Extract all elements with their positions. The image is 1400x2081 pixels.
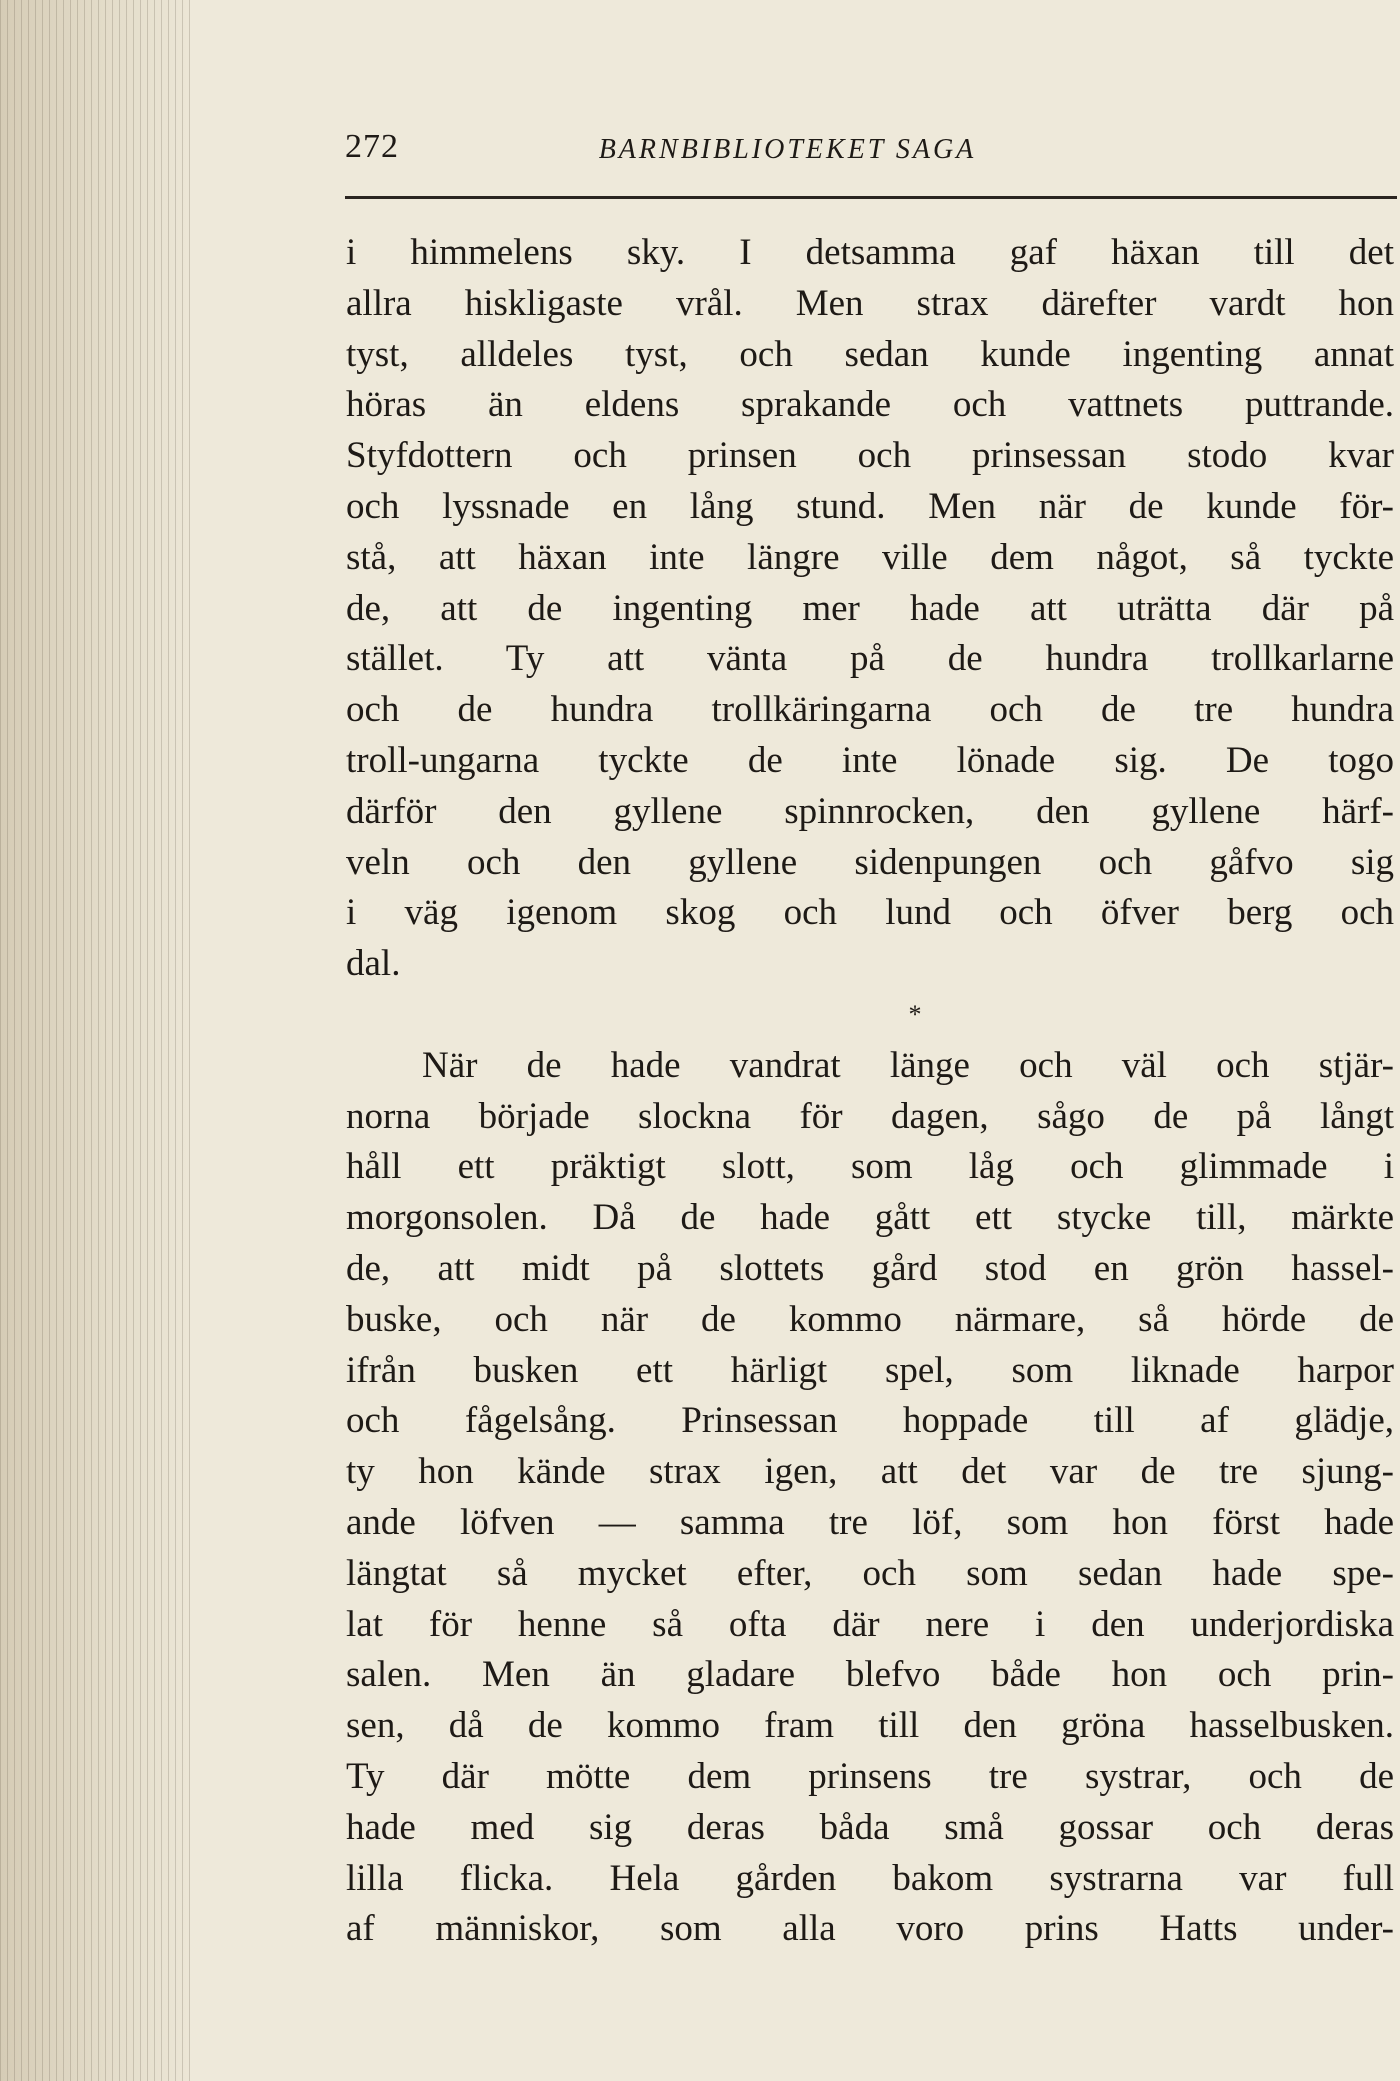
text-line: troll-ungarna tyckte de inte lönade sig. De togo (346, 739, 1394, 781)
header-rule (345, 196, 1397, 199)
text-line: buske, och när de kommo närmare, så hörde de (346, 1298, 1394, 1340)
text-line: lilla flicka. Hela gården bakom systrarna var full (346, 1857, 1394, 1899)
text-line: ty hon kände strax igen, att det var de tre sjung- (346, 1451, 1394, 1493)
text-line: och fågelsång. Prinsessan hoppade till af glädje, (346, 1400, 1394, 1442)
text-line: därför den gyllene spinnrocken, den gyllene härf- (346, 790, 1394, 832)
running-title: BARNBIBLIOTEKET SAGA (598, 134, 977, 165)
text-line: Styfdottern och prinsen och prinsessan stodo kvar (346, 435, 1394, 477)
text-line: ifrån busken ett härligt spel, som liknade harpor (346, 1349, 1394, 1391)
text-line: salen. Men än gladare blefvo både hon och prin- (346, 1654, 1394, 1696)
text-line: När de hade vandrat länge och väl och stjär- (422, 1044, 1394, 1086)
text-line: dal. (346, 943, 401, 985)
text-line: morgonsolen. Då de hade gått ett stycke till, märkte (346, 1197, 1394, 1239)
text-line: lat för henne så ofta där nere i den underjordiska (346, 1603, 1394, 1645)
text-line: stället. Ty att vänta på de hundra trollkarlarne (346, 638, 1394, 680)
paragraph-2 (346, 1041, 1394, 1955)
text-line: norna började slockna för dagen, sågo de på långt (346, 1095, 1394, 1137)
text-line: de, att midt på slottets gård stod en grön hassel- (346, 1247, 1394, 1289)
text-line: ande löfven — samma tre löf, som hon först hade (346, 1501, 1394, 1543)
text-line: veln och den gyllene sidenpungen och gåfvo sig (346, 841, 1394, 883)
text-line: hade med sig deras båda små gossar och deras (346, 1806, 1394, 1848)
text-line: och de hundra trollkäringarna och de tre hundra (346, 689, 1394, 731)
body-text (346, 228, 1394, 1955)
text-line: håll ett präktigt slott, som låg och glimmade i (346, 1146, 1394, 1188)
book-gutter-page-edges (0, 0, 190, 2081)
page-number: 272 (345, 128, 399, 165)
text-line: af människor, som alla voro prins Hatts under- (346, 1908, 1394, 1950)
text-line: i himmelens sky. I detsamma gaf häxan till det (346, 232, 1394, 273)
paragraph-1 (346, 228, 1394, 990)
text-line: längtat så mycket efter, och som sedan hade spe- (346, 1552, 1394, 1594)
text-line: och lyssnade en lång stund. Men när de kunde för- (346, 485, 1394, 527)
text-line: Ty där mötte dem prinsens tre systrar, och de (346, 1755, 1394, 1797)
text-line: höras än eldens sprakande och vattnets puttrande. (346, 384, 1394, 426)
text-line: allra hiskligaste vrål. Men strax därefter vardt hon (346, 282, 1394, 324)
text-line: sen, då de kommo fram till den gröna hasselbusken. (346, 1705, 1394, 1747)
text-line: de, att de ingenting mer hade att uträtta där på (346, 587, 1394, 629)
page-header (345, 120, 1395, 180)
section-separator: * (908, 999, 922, 1029)
text-line: i väg igenom skog och lund och öfver berg och (346, 892, 1394, 934)
text-line: stå, att häxan inte längre ville dem något, så tyckte (346, 536, 1394, 578)
text-line: tyst, alldeles tyst, och sedan kunde ingenting annat (346, 333, 1394, 375)
